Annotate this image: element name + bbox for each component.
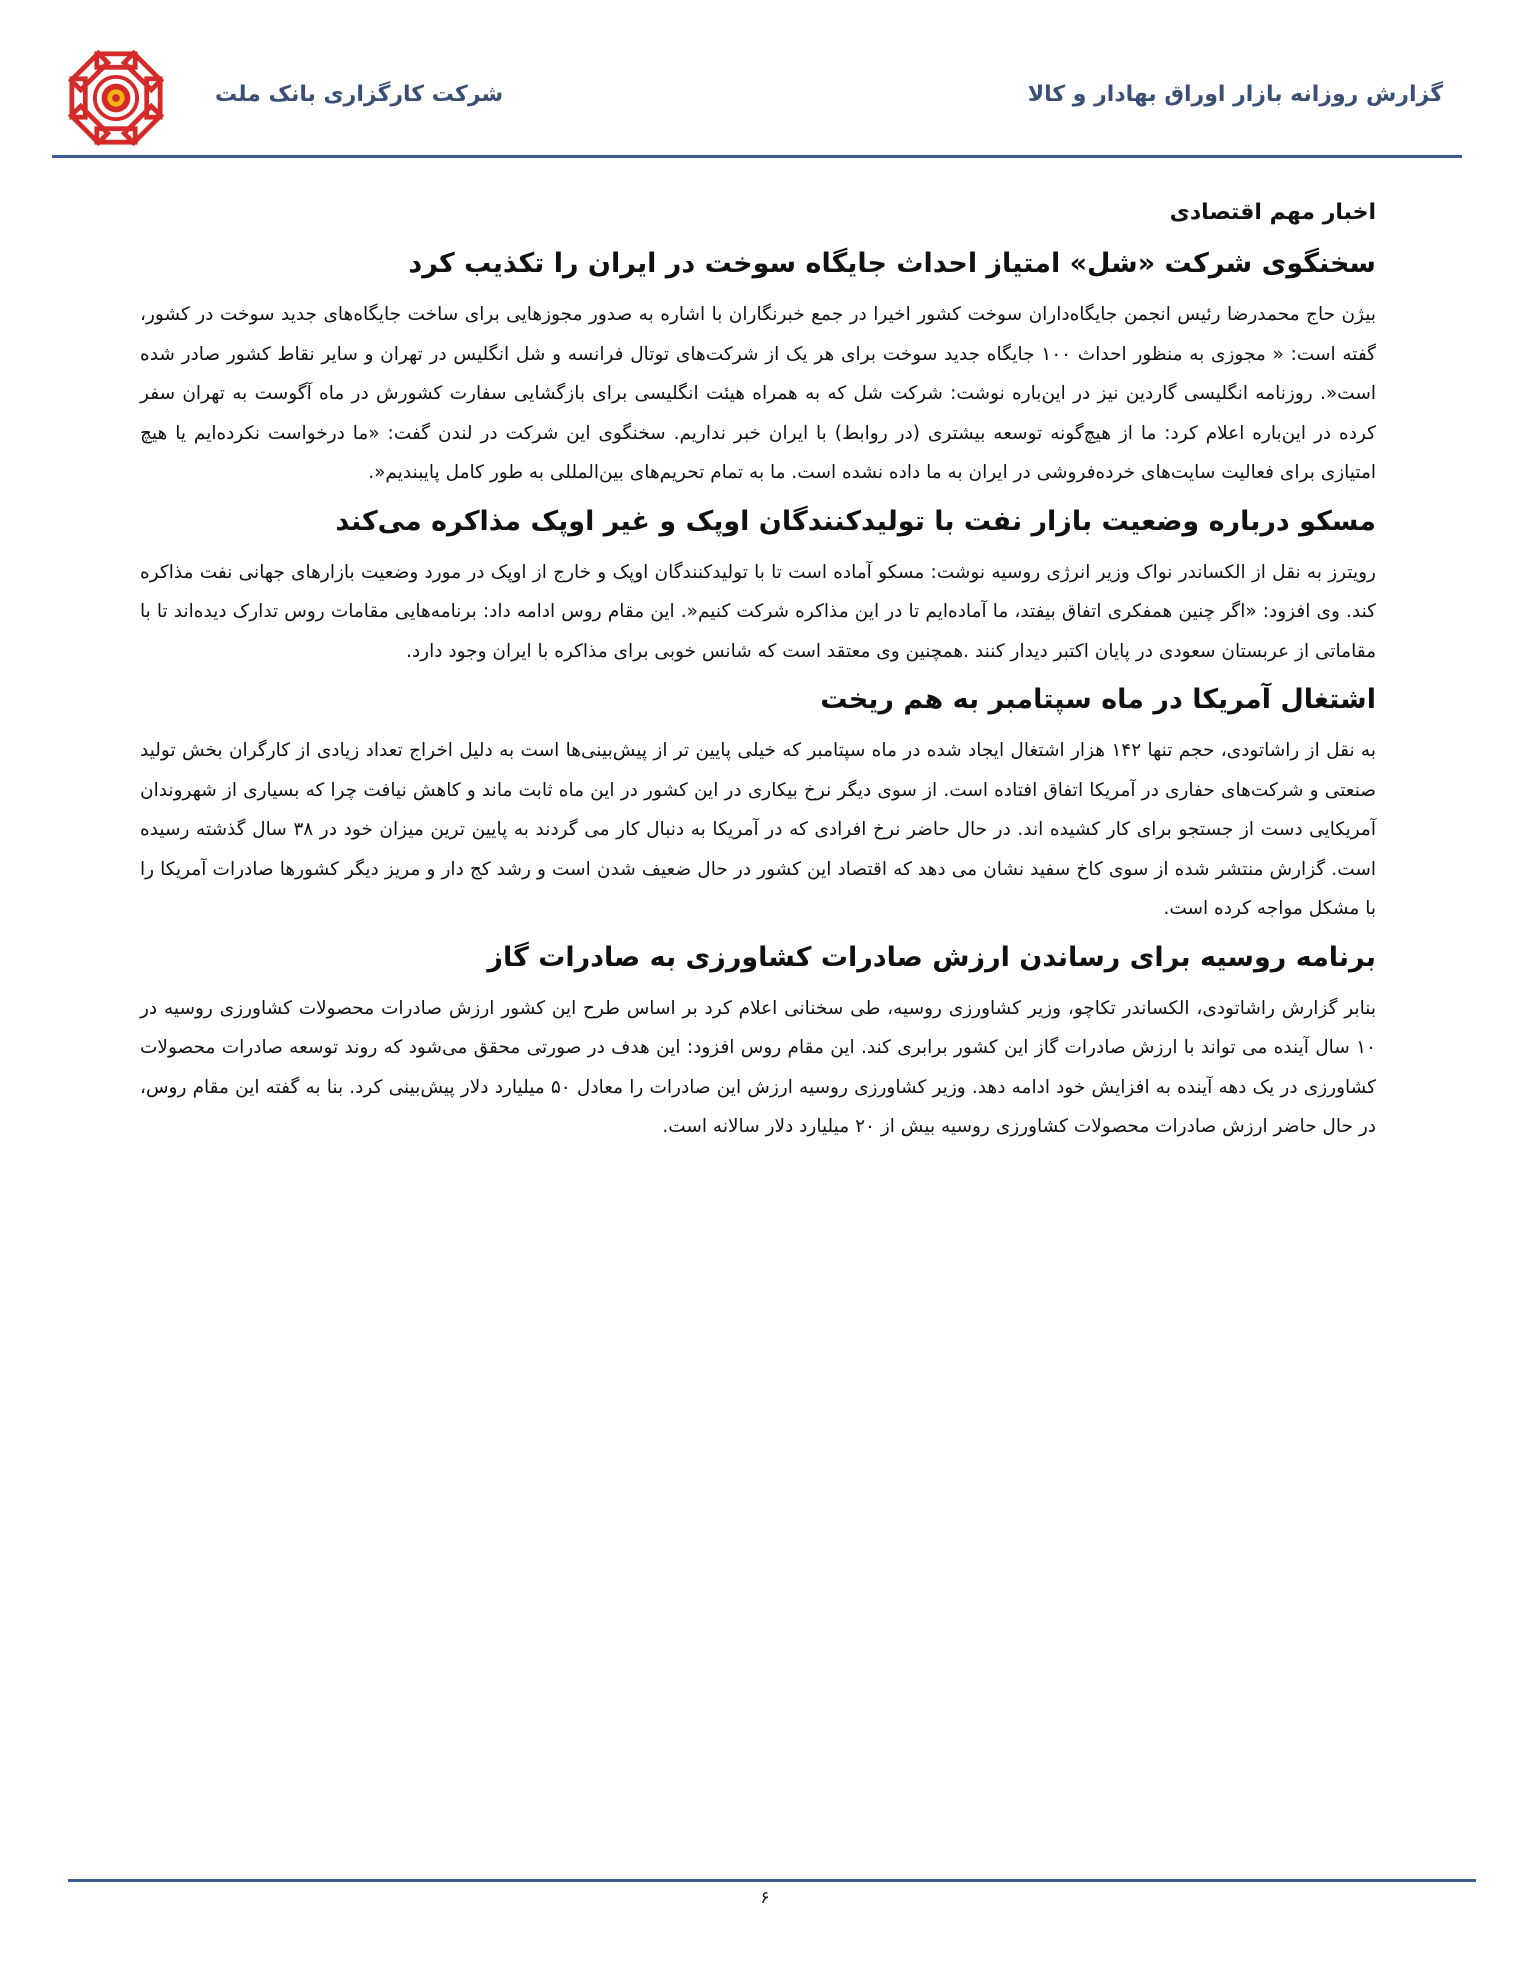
article-title-us-employment: اشتغال آمریکا در ماه سپتامبر به هم ریخت xyxy=(820,684,1376,715)
footer-divider xyxy=(68,1879,1476,1882)
article-body-us-employment: به نقل از راشاتودی، حجم تنها ۱۴۲ هزار اشتغال ایجاد شده در ماه سپتامبر که خیلی پایین تر از پیش‌بینی‌ها است به دلیل اخراج تعداد زیادی از کارگران بخش تولید صنعتی و شرکت‌های حفاری در آمریکا اتفاق افتاده است. از سوی دیگر نرخ بیکاری در این کشور در این ماه ثابت ماند و کاهش نیافت چرا که بسیاری از شهروندان آمریکایی دست از جستجو برای کار کشیده اند. در حال حاضر نرخ افرادی که در آمریکا به دنبال کار می گردند به پایین ترین میزان خود در ۳۸ سال گذشته رسیده است. گزارش منتشر شده از سوی کاخ سفید نشان می دهد که اقتصاد این کشور در حال ضعیف شدن است و رشد کج دار و مریز دیگر کشورها صادرات آمریکا را با مشکل مواجه کرده است. xyxy=(140,740,1377,919)
section-label: اخبار مهم اقتصادی xyxy=(1169,200,1376,225)
article-title-shell: سخنگوی شرکت «شل» امتیاز احداث جایگاه سوخت در ایران را تکذیب کرد xyxy=(408,248,1376,279)
page-number: ۶ xyxy=(760,1888,770,1908)
header-divider xyxy=(52,155,1462,158)
report-title: گزارش روزانه بازار اوراق بهادار و کالا xyxy=(1027,82,1443,107)
main-content xyxy=(140,195,1376,1153)
company-name: شرکت کارگزاری بانک ملت xyxy=(215,82,504,107)
article-body-shell: بیژن حاج محمدرضا رئیس انجمن جایگاه‌داران سوخت کشور اخیرا در جمع خبرنگاران با اشاره به صدور مجوزهایی برای ساخت جایگاه‌های جدید سوخت در کشور، گفته است: « مجوزی به منظور احداث ۱۰۰ جایگاه جدید سوخت برای هر یک از شرکت‌های توتال فرانسه و شل انگلیس در تهران و سایر نقاط کشور صادر شده است«. روزنامه انگلیسی گاردین نیز در این‌باره نوشت: شرکت شل که به همراه هیئت انگلیسی برای بازگشایی سفارت کشورش در ماه آگوست به تهران سفر کرده در این‌باره اعلام کرد: ما از هیچ‌گونه توسعه بیشتری (در روابط) با ایران خبر نداریم. سخنگوی این شرکت در لندن گفت: «ما درخواست نکرده‌ایم یا هیچ امتیازی برای فعالیت سایت‌های خرده‌فروشی در ایران به ما داده نشده است. ما به تمام تحریم‌های بین‌المللی به طور کامل پایبندیم«. xyxy=(140,304,1376,483)
article-title-russia-agriculture: برنامه روسیه برای رساندن ارزش صادرات کشاورزی به صادرات گاز xyxy=(487,941,1376,973)
company-logo-icon xyxy=(68,50,164,146)
article-body-russia-agriculture: بنابر گزارش راشاتودی، الکساندر تکاچو، وزیر کشاورزی روسیه، طی سخنانی اعلام کرد بر اساس طرح این کشور ارزش صادرات محصولات کشاورزی روسیه در ۱۰ سال آینده می تواند با ارزش صادرات گاز این کشور برابری کند. این مقام روس افزود: این هدف در صورتی محقق می‌شود که روند توسعه صادرات محصولات کشاورزی در یک دهه آینده به افزایش خود ادامه دهد. وزیر کشاورزی روسیه ارزش این صادرات را معادل ۵۰ میلیارد دلار پیش‌بینی کرد. بنا به گفته این مقام روس، در حال حاضر ارزش صادرات محصولات کشاورزی روسیه بیش از ۲۰ میلیارد دلار سالانه است. xyxy=(140,997,1376,1137)
page-header xyxy=(50,40,1465,152)
article-body-opec: رویترز به نقل از الکساندر نواک وزیر انرژی روسیه نوشت: مسکو آماده است تا با تولیدکنندگان اوپک و خارج از اوپک در مورد وضعیت بازارهای جهانی نفت مذاکره کند. وی افزود: «اگر چنین همفکری اتفاق بیفتد، ما آماده‌ایم تا در این مذاکره شرکت کنیم«. این مقام روس ادامه داد: برنامه‌هایی مقامات روس تدارک دیده‌اند تا با مقاماتی از عربستان سعودی در پایان اکتبر دیدار کنند .همچنین وی معتقد است که شانس خوبی برای مذاکره با ایران وجود دارد. xyxy=(140,561,1376,662)
article-title-opec: مسکو درباره وضعیت بازار نفت با تولیدکنندگان اوپک و غیر اوپک مذاکره می‌کند xyxy=(335,505,1376,537)
